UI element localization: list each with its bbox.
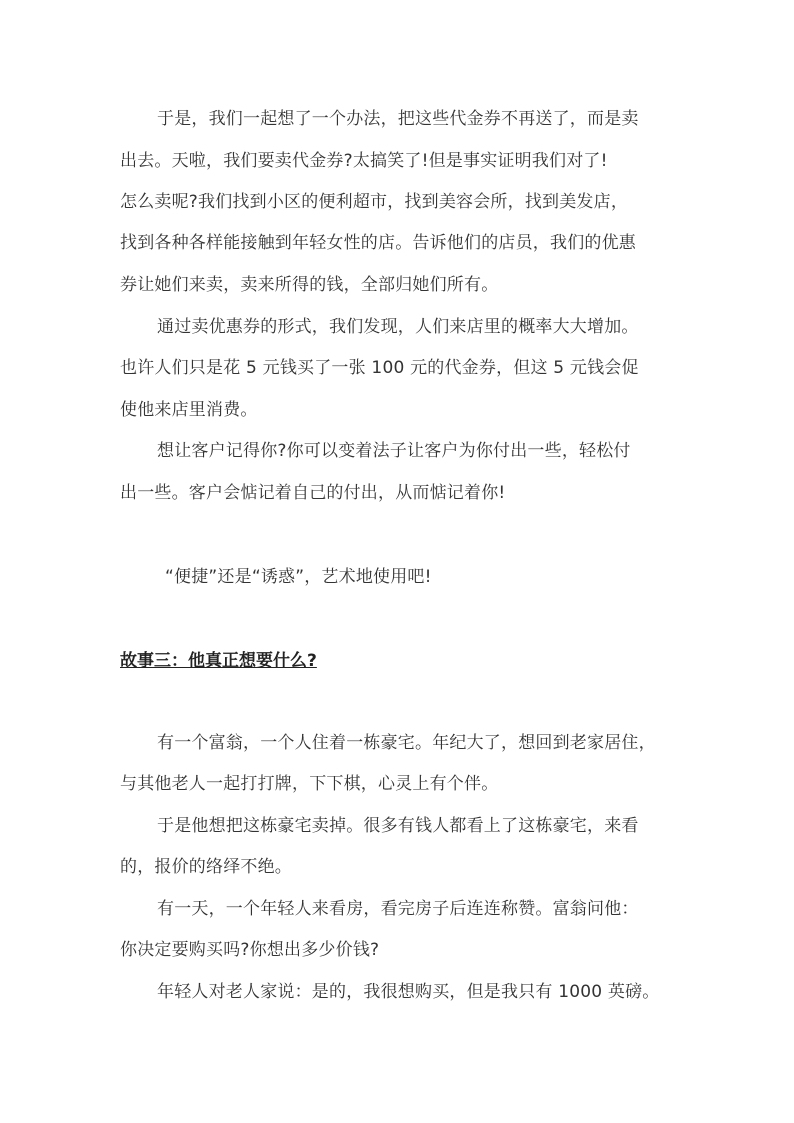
paragraph-line: 有一个富翁，一个人住着一栋豪宅。年纪大了，想回到老家居住， (157, 733, 656, 753)
paragraph-line: 年轻人对老人家说：是的，我很想购买，但是我只有 1000 英磅。 (157, 982, 660, 1002)
paragraph-line: 于是他想把这栋豪宅卖掉。很多有钱人都看上了这栋豪宅，来看 (157, 816, 639, 836)
paragraph-line: 于是，我们一起想了一个办法，把这些代金券不再送了，而是卖 (157, 109, 639, 129)
paragraph-line: 出去。天啦，我们要卖代金券?太搞笑了!但是事实证明我们对了! (120, 151, 608, 171)
paragraph-line: 的，报价的络绎不绝。 (120, 857, 292, 877)
paragraph-line: 与其他老人一起打打牌，下下棋，心灵上有个伴。 (120, 774, 499, 794)
slogan-line: “便捷”还是“诱惑”，艺术地使用吧! (165, 567, 432, 587)
paragraph-line: 使他来店里消费。 (120, 400, 258, 420)
paragraph-line: 出一些。客户会惦记着自己的付出，从而惦记着你! (120, 483, 506, 503)
paragraph-line: 通过卖优惠券的形式，我们发现，人们来店里的概率大大增加。 (157, 317, 639, 337)
paragraph-line: 找到各种各样能接触到年轻女性的店。告诉他们的店员，我们的优惠 (120, 233, 636, 253)
paragraph-line: 券让她们来卖，卖来所得的钱，全部归她们所有。 (120, 275, 499, 295)
paragraph-line: 怎么卖呢?我们找到小区的便利超市，找到美容会所，找到美发店， (120, 192, 629, 212)
paragraph-line: 有一天，一个年轻人来看房，看完房子后连连称赞。富翁问他： (157, 899, 639, 919)
paragraph-line: 也许人们只是花 5 元钱买了一张 100 元的代金券，但这 5 元钱会促 (120, 358, 639, 378)
paragraph-line: 想让客户记得你?你可以变着法子让客户为你付出一些，轻松付 (157, 441, 631, 461)
section-heading: 故事三：他真正想要什么? (120, 651, 317, 671)
paragraph-line: 你决定要购买吗?你想出多少价钱? (120, 940, 380, 960)
